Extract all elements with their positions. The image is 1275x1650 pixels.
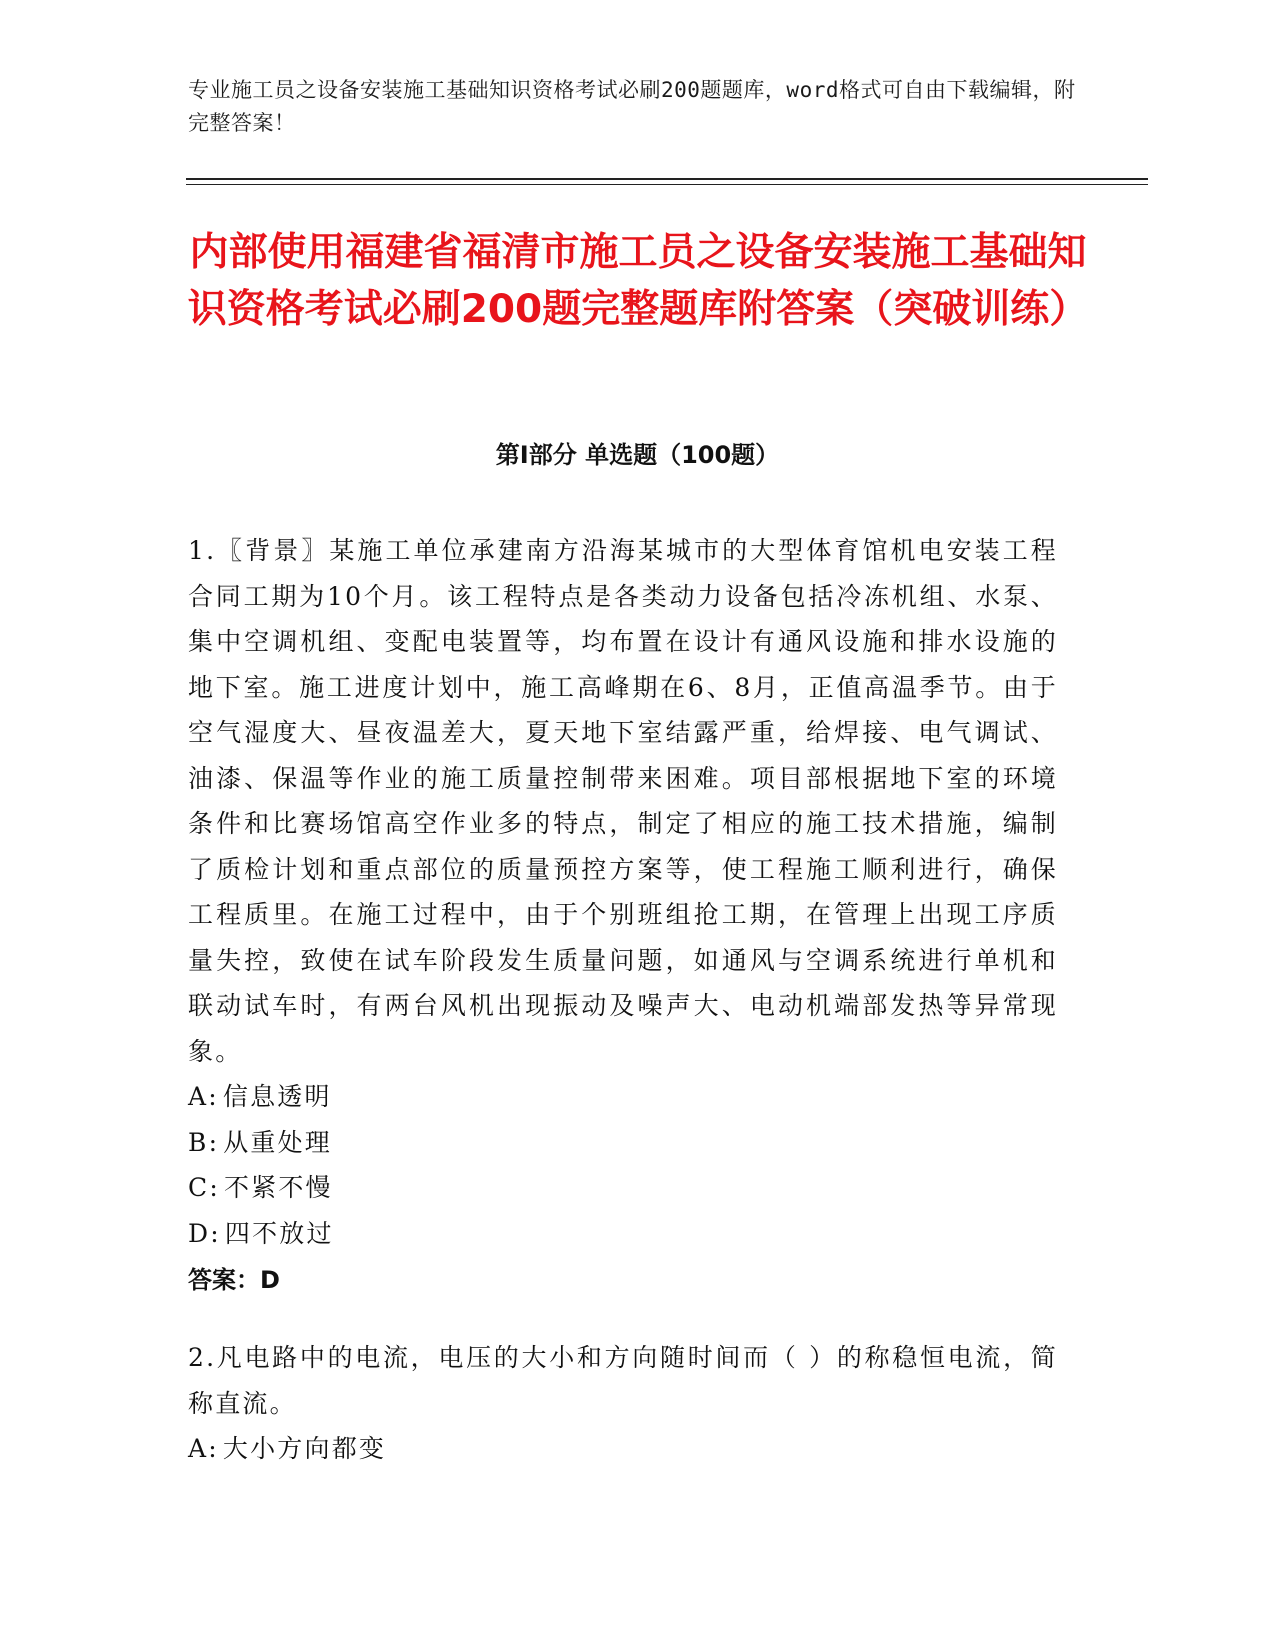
- header-rule-thick: [186, 178, 1148, 180]
- question-2-stem: 凡电路中的电流，电压的大小和方向随时间而（ ）的称稳恒电流，简称直流。: [188, 1343, 1058, 1418]
- question-2-text: [188, 1335, 1058, 1426]
- question-2-number: 2.: [188, 1343, 217, 1372]
- header-rule-thin: [186, 184, 1148, 185]
- option-letter: B:: [188, 1127, 220, 1157]
- document-title: 内部使用福建省福清市施工员之设备安装施工基础知识资格考试必刷200题完整题库附答案（突破训练）: [187, 230, 1089, 332]
- option-letter: A:: [188, 1082, 219, 1111]
- question-1-answer: 答案：D: [188, 1266, 280, 1294]
- question-1-option-a: [188, 1074, 1058, 1120]
- question-1-stem: 〖背景〗某施工单位承建南方沿海某城市的大型体育馆机电安装工程合同工期为10个月。该工程特点是各类动力设备包括冷冻机组、水泵、集中空调机组、变配电装置等，均布置在设计有通风设施和排水设施的地下室。施工进度计划中，施工高峰期在6、8月，正值高温季节。由于空气湿度大、昼夜温差大，夏天地下室结露严重，给焊接、电气调试、油漆、保温等作业的施工质量控制带来困难。项目部根据地下室的环境条件和比赛场馆高空作业多的特点，制定了相应的施工技术措施，编制了质检计划和重点部位的质量预控方案等，使工程施工顺利进行，确保工程质里。在施工过程中，由于个别班组抢工期，在管理上出现工序质量失控，致使在试车阶段发生质量问题，如通风与空调系统进行单机和联动试车时，有两台风机出现振动及噪声大、电动机端部发热等异常现象。: [188, 536, 1058, 1066]
- section-heading: 第Ⅰ部分 单选题（100题）: [495, 441, 780, 469]
- option-text: 四不放过: [224, 1218, 334, 1248]
- option-text: 从重处理: [223, 1127, 333, 1157]
- question-2: [188, 1335, 1058, 1472]
- question-2-option-a: [188, 1426, 1058, 1472]
- question-1: [188, 528, 1058, 1302]
- option-letter: D:: [188, 1218, 221, 1248]
- option-text: 信息透明: [222, 1082, 332, 1111]
- option-letter: C:: [188, 1173, 220, 1202]
- question-1-number: 1.: [188, 536, 217, 565]
- option-text: 大小方向都变: [222, 1434, 387, 1463]
- question-1-option-d: [188, 1211, 1058, 1257]
- question-1-option-b: [188, 1120, 1058, 1166]
- option-text: 不紧不慢: [223, 1173, 333, 1202]
- header-note: 专业施工员之设备安装施工基础知识资格考试必刷200题题库，word格式可自由下载编辑，附完整答案！: [188, 78, 1076, 135]
- question-1-option-c: [188, 1165, 1058, 1211]
- question-1-text: [188, 528, 1058, 1074]
- option-letter: A:: [188, 1434, 219, 1463]
